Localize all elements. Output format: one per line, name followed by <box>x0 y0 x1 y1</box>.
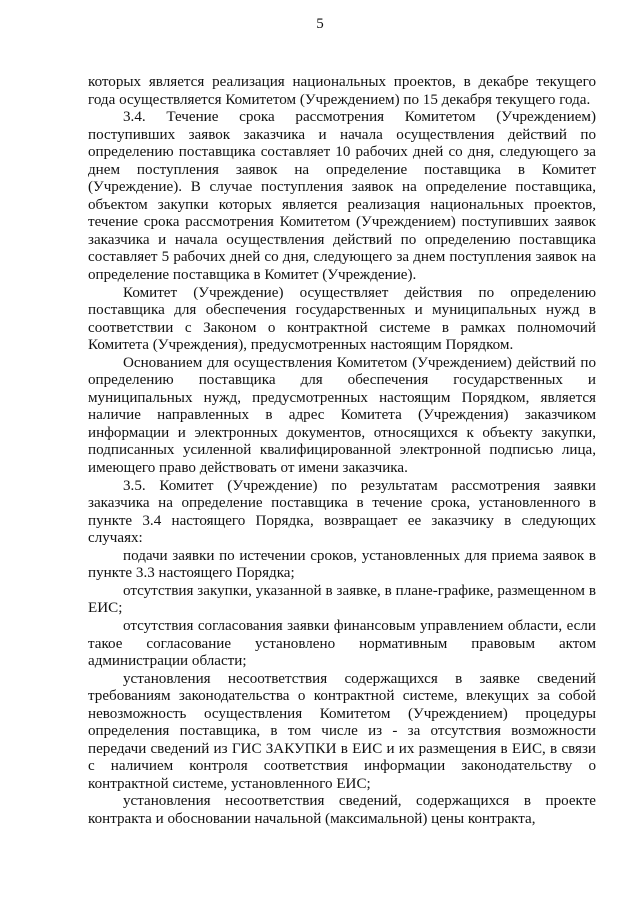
paragraph: 3.4. Течение срока рассмотрения Комитетом (Учреждением) поступивших заявок заказчика и начала осуществления действий по определению поставщика составляет 10 рабочих дней со дня, следующего за днем поступления заявок на определение поставщика в Комитет (Учреждение). В случае поступления заявок на определение поставщика, объектом закупки которых является реализация национальных проектов, течение срока рассмотрения Комитетом (Учреждением) поступивших заявок заказчика и начала осуществления действий по определению поставщика составляет 5 рабочих дней со дня, следующего за днем поступления заявок на определение поставщика в Комитет (Учреждение). <box>88 109 596 284</box>
list-item: установления несоответствия содержащихся в заявке сведений требованиям законодательства о контрактной системе, влекущих за собой невозможность осуществления Комитетом (Учреждением) процедуры определения поставщика, в том числе из - за отсутствия возможности передачи сведений из ГИС ЗАКУПКИ в ЕИС и их размещения в ЕИС, в связи с наличием контроля соответствия информации законодательству о контрактной системе, установленного ЕИС; <box>88 670 596 792</box>
list-item: установления несоответствия сведений, содержащихся в проекте контракта и обосновании начальной (максимальной) цены контракта, <box>88 793 596 827</box>
list-item: отсутствия закупки, указанной в заявке, в плане-графике, размещенном в ЕИС; <box>88 582 596 617</box>
paragraph: Основанием для осуществления Комитетом (Учреждением) действий по определению поставщика для обеспечения государственных и муниципальных нужд, предусмотренных настоящим Порядком, является наличие направленных в адрес Комитета (Учреждения) заказчиком информации и электронных документов, относящихся к объекту закупки, подписанных усиленной квалифицированной электронной подписью лица, имеющего право действовать от имени заказчика. <box>88 354 596 477</box>
page-number: 5 <box>316 16 324 32</box>
document-body <box>88 74 596 829</box>
paragraph: 3.5. Комитет (Учреждение) по результатам рассмотрения заявки заказчика на определение поставщика в течение срока, установленного в пункте 3.4 настоящего Порядка, возвращает ее заказчику в следующих случаях: <box>88 477 596 547</box>
paragraph: Комитет (Учреждение) осуществляет действия по определению поставщика для обеспечения государственных и муниципальных нужд в соответствии с Законом о контрактной системе в рамках полномочий Комитета (Учреждения), предусмотренных настоящим Порядком. <box>88 284 596 354</box>
list-item: подачи заявки по истечении сроков, установленных для приема заявок в пункте 3.3 настоящего Порядка; <box>88 547 596 582</box>
paragraph: которых является реализация национальных проектов, в декабре текущего года осуществляется Комитетом (Учреждением) по 15 декабря текущего года. <box>88 74 596 108</box>
list-item: отсутствия согласования заявки финансовым управлением области, если такое согласование установлено нормативным правовым актом администрации области; <box>88 617 596 670</box>
